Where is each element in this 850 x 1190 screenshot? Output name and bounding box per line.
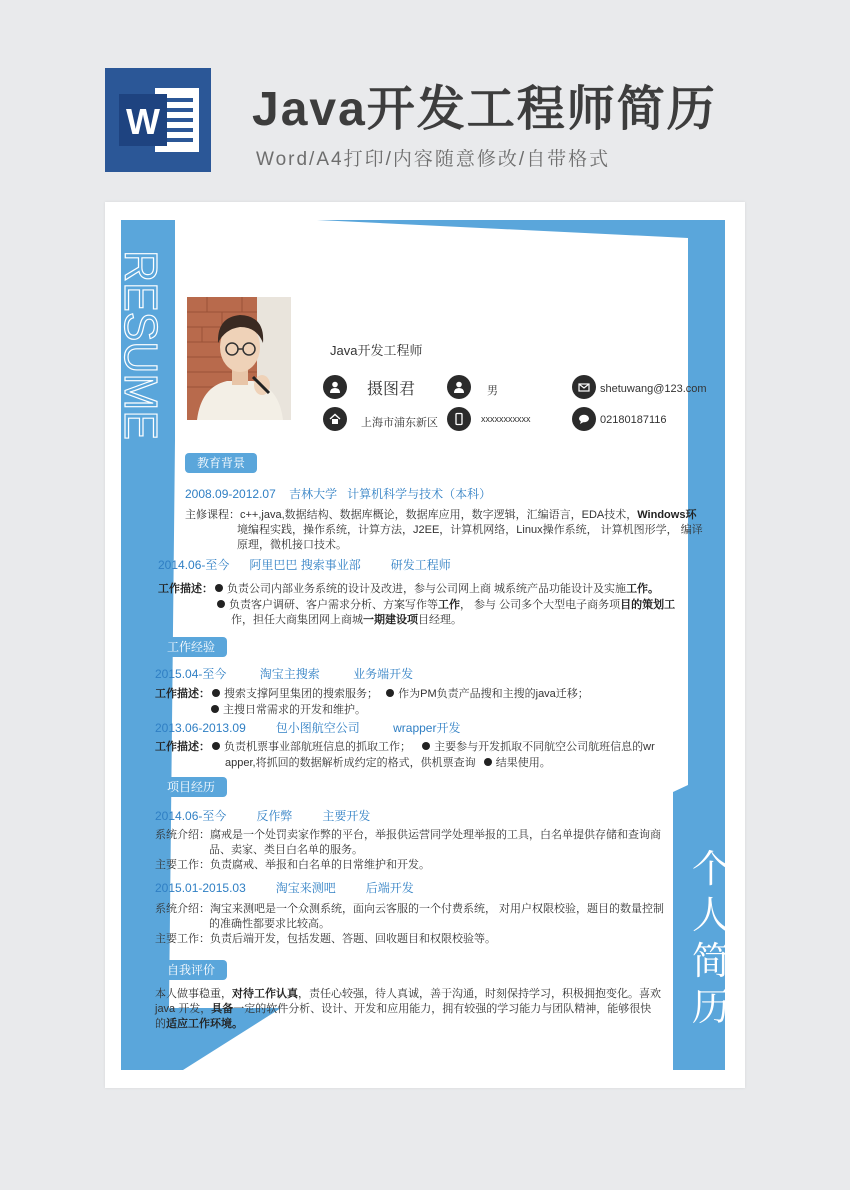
job2-period: 2013.06-2013.09 xyxy=(155,721,246,735)
self-eval-bold: 具备 xyxy=(211,1003,234,1015)
proj2-intro-text: 淘宝来测吧是一个众测系统，面向云客服的一个付费系统， 对用户权限校验，题目的数量控制 xyxy=(210,903,665,915)
job0-desc-1 xyxy=(158,582,659,596)
job0-desc-text: 负责客户调研、客户需求分析、方案写作等 xyxy=(229,599,438,611)
vertical-char: 人 xyxy=(691,895,730,937)
self-eval-line-1 xyxy=(155,987,661,1001)
job2-desc-text: 结果使用。 xyxy=(495,757,551,769)
job2-role: wrapper开发 xyxy=(393,721,461,735)
profile-name: 摄图君 xyxy=(367,381,416,398)
resume-paper xyxy=(105,202,745,1088)
section-projects: 项目经历 xyxy=(155,777,227,797)
edu-courses-line-2: 境编程实践，操作系统，计算方法，J2EE，计算机网络，Linux操作系统， 计算机图形学， 编译 xyxy=(237,524,703,536)
proj2-role: 后端开发 xyxy=(365,881,414,895)
proj1-work xyxy=(155,858,430,872)
job0-desc-3 xyxy=(231,613,462,627)
gender-icon xyxy=(447,375,471,399)
job0-desc-bold: 工作 xyxy=(438,599,460,611)
section-self: 自我评价 xyxy=(155,960,227,980)
job1-desc-text: 搜索支撑阿里集团的搜索服务； xyxy=(224,688,378,700)
vertical-char: 历 xyxy=(691,987,730,1029)
job0-header xyxy=(158,558,451,572)
job0-desc-text: 目经理。 xyxy=(418,614,462,626)
proj1-role: 主要开发 xyxy=(322,809,371,823)
section-education: 教育背景 xyxy=(185,453,257,473)
self-eval-text: 本人做事稳重， xyxy=(155,988,232,1000)
proj1-intro-1 xyxy=(155,828,661,842)
bullet-icon xyxy=(422,742,430,750)
job0-desc-text: 负责公司内部业务系统的设计及改进，参与公司网上商 城系统产品功能设计及实施 xyxy=(227,583,627,595)
bullet-icon xyxy=(212,689,220,697)
bullet-icon xyxy=(484,758,492,766)
edu-courses-line-1 xyxy=(185,508,696,522)
job1-desc-1 xyxy=(155,687,589,701)
word-letter: W xyxy=(126,101,160,142)
job0-period: 2014.06-至今 xyxy=(158,558,230,572)
edu-courses-line-3: 原理，微机接口技术。 xyxy=(237,539,347,551)
job1-label: 工作描述： xyxy=(155,688,210,700)
proj1-intro-text: 腐戒是一个处罚卖家作弊的平台，举报供运营同学处理举报的工具，白名单提供存储和查询商 xyxy=(210,829,661,841)
bullet-icon xyxy=(386,689,394,697)
job0-desc-2 xyxy=(215,598,675,612)
bullet-icon xyxy=(215,584,223,592)
profile-qq: 02180187116 xyxy=(600,414,667,426)
edu-courses-bold: Windows环 xyxy=(637,509,697,521)
job1-header xyxy=(155,667,413,681)
self-eval-line-3 xyxy=(155,1017,243,1031)
job2-header xyxy=(155,721,460,735)
job0-desc-text: ， 参与 公司多个大型电子商务项 xyxy=(460,599,621,611)
edu-major: 计算机科学与技术（本科） xyxy=(347,487,492,501)
job0-company: 阿里巴巴 搜索事业部 xyxy=(249,558,361,572)
phone-icon xyxy=(447,407,471,431)
job2-company: 包小图航空公司 xyxy=(275,721,360,735)
job0-role: 研发工程师 xyxy=(390,558,451,572)
profile-address: 上海市浦东新区 xyxy=(361,417,438,429)
profile-email: shetuwang@123.com xyxy=(600,383,707,395)
self-eval-bold: 适应工作环境。 xyxy=(166,1018,243,1030)
proj2-header xyxy=(155,881,414,895)
proj2-work xyxy=(155,932,496,946)
proj2-work-text: 负责后端开发，包括发题、答题、回收题目和权限校验等。 xyxy=(210,933,496,945)
edu-period: 2008.09-2012.07 xyxy=(185,487,276,501)
edu-header xyxy=(185,487,491,501)
page-subtitle: Word/A4打印/内容随意修改/自带格式 xyxy=(256,149,611,170)
vertical-char: 个 xyxy=(691,849,730,891)
chat-icon xyxy=(572,407,596,431)
job2-desc-text: apper,将抓回的数据解析成约定的格式，供机票查询 xyxy=(225,757,476,769)
proj2-intro-1 xyxy=(155,902,664,916)
job1-period: 2015.04-至今 xyxy=(155,667,227,681)
proj2-intro-label: 系统介绍： xyxy=(155,903,210,915)
proj2-name: 淘宝来测吧 xyxy=(275,881,336,895)
proj2-intro-2: 的准确性都要求比较高。 xyxy=(209,918,330,930)
profile-phone: xxxxxxxxxxx xyxy=(481,414,531,424)
edu-school: 吉林大学 xyxy=(289,487,338,501)
self-eval-line-2 xyxy=(155,1002,651,1016)
proj1-intro-label: 系统介绍： xyxy=(155,829,210,841)
edu-courses-label: 主修课程： xyxy=(185,509,240,521)
word-icon xyxy=(105,68,211,172)
job0-desc-bold: 工作。 xyxy=(626,583,660,595)
user-icon xyxy=(323,375,347,399)
proj1-name: 反作弊 xyxy=(256,809,293,823)
job1-role: 业务端开发 xyxy=(353,667,414,681)
job0-desc-bold: 目的策划工 xyxy=(620,599,676,611)
job1-desc-text: 作为PM负责产品搜和主搜的java迁移； xyxy=(398,688,589,700)
page-title: Java开发工程师简历 xyxy=(252,83,717,136)
profile-gender: 男 xyxy=(487,385,498,397)
proj2-work-label: 主要工作： xyxy=(155,933,210,945)
proj1-work-label: 主要工作： xyxy=(155,859,210,871)
home-icon xyxy=(323,407,347,431)
job2-desc-2 xyxy=(225,756,551,770)
proj1-intro-2: 品、卖家、类目白名单的服务。 xyxy=(209,844,363,856)
edu-courses-text: c++,java,数据结构、数据库概论，数据库应用，数字逻辑，汇编语言，EDA技术， xyxy=(240,509,638,521)
resume-vertical-word xyxy=(113,250,173,450)
self-eval-text: 一定的软件分析、设计、开发和应用能力，拥有较强的学习能力与团队精神，能够很快 xyxy=(233,1003,652,1015)
job1-desc-text: 主搜日常需求的开发和维护。 xyxy=(223,704,366,716)
resume-word-text: RESUME xyxy=(115,250,167,447)
bullet-icon xyxy=(217,600,225,608)
self-eval-text: 的 xyxy=(155,1018,166,1030)
job-title: Java开发工程师 xyxy=(330,343,423,358)
job2-desc-1 xyxy=(155,740,655,754)
proj1-work-text: 负责腐戒、举报和白名单的日常维护和开发。 xyxy=(210,859,430,871)
self-eval-text: java 开发， xyxy=(155,1003,212,1015)
bullet-icon xyxy=(211,705,219,713)
job0-label: 工作描述： xyxy=(158,583,213,595)
proj2-period: 2015.01-2015.03 xyxy=(155,881,246,895)
job1-company: 淘宝主搜索 xyxy=(259,667,320,681)
proj1-header xyxy=(155,809,370,823)
job2-label: 工作描述： xyxy=(155,741,210,753)
job2-desc-text: 主要参与开发抓取不同航空公司航班信息的wr xyxy=(434,741,655,753)
email-icon xyxy=(572,375,596,399)
section-work: 工作经验 xyxy=(155,637,227,657)
self-eval-bold: 对待工作认真 xyxy=(232,988,298,1000)
profile-photo xyxy=(187,297,291,420)
vertical-title-cn xyxy=(687,847,735,1031)
proj1-period: 2014.06-至今 xyxy=(155,809,227,823)
job2-desc-text: 负责机票事业部航班信息的抓取工作； xyxy=(224,741,411,753)
job0-desc-bold: 一期建设项 xyxy=(363,614,418,626)
bullet-icon xyxy=(212,742,220,750)
job1-desc-2 xyxy=(209,703,366,717)
job0-desc-text: 作，担任大商集团网上商城 xyxy=(231,614,363,626)
vertical-char: 简 xyxy=(691,941,730,983)
self-eval-text: ，责任心较强，待人真诚，善于沟通，时刻保持学习，积极拥抱变化。喜欢 xyxy=(298,988,661,1000)
